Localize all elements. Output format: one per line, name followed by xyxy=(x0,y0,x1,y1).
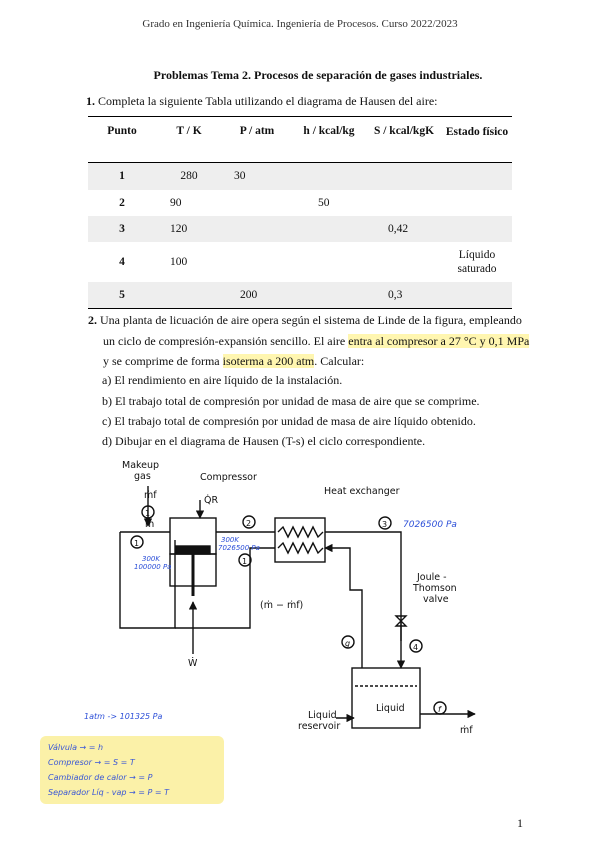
table-cell xyxy=(292,216,366,242)
state-1-label: 1 xyxy=(145,509,151,518)
column-header: h / kcal/kg xyxy=(292,117,366,163)
highlight-isothermal: isoterma a 200 atm xyxy=(222,354,315,368)
table-cell: 4 xyxy=(119,255,125,268)
state-3-label: 3 xyxy=(382,520,388,529)
table-cell xyxy=(222,190,292,216)
state-2-label: 2 xyxy=(246,519,252,528)
problem-2-line-1: Una planta de licuación de aire opera según el sistema de Linde de la figura, empleando xyxy=(97,313,522,327)
compressor-piston xyxy=(176,546,210,554)
question-a: a) El rendimiento en aire líquido de la instalación. xyxy=(102,373,343,387)
table-row xyxy=(88,163,512,190)
problem-1-number: 1. xyxy=(86,94,95,108)
note-separator: Separador Líq - vap → = P = T xyxy=(48,788,169,797)
liquid-label: Liquid xyxy=(376,703,405,714)
heat-exchanger xyxy=(275,518,325,562)
question-d: d) Dibujar en el diagrama de Hausen (T-s) el ciclo correspondiente. xyxy=(102,434,426,448)
table-cell xyxy=(222,242,292,282)
column-header: S / kcal/kgK xyxy=(366,117,442,163)
handwritten-p1: 100000 Pa xyxy=(134,563,172,571)
table-row xyxy=(88,190,512,216)
problem-2-line-2: un ciclo de compresión-expansión sencillo. El aire xyxy=(103,333,349,348)
table-row xyxy=(88,282,512,309)
table-cell: 5 xyxy=(88,282,156,309)
column-header: Punto xyxy=(88,117,156,163)
problem-2-number: 2. xyxy=(88,313,97,327)
table-cell: 30 xyxy=(222,163,292,190)
state-g-label: g xyxy=(345,639,351,648)
problem-1-text: Completa la siguiente Tabla utilizando el diagrama de Hausen del aire: xyxy=(95,94,438,108)
column-header: P / atm xyxy=(222,117,292,163)
highlight-inlet-conditions: entra al compresor a 27 °C y 0,1 MPa xyxy=(348,333,530,348)
makeup-label: Makeup xyxy=(122,460,160,471)
hx-coil-cold xyxy=(278,543,323,553)
note-heat-exchanger: Cambiador de calor → = P xyxy=(48,773,153,782)
problem-1-statement xyxy=(86,94,438,109)
linde-process-diagram xyxy=(100,456,500,756)
problem-2-line-3-end: . Calcular: xyxy=(314,354,365,368)
column-header: T / K xyxy=(156,117,222,163)
table-cell xyxy=(366,242,442,282)
product-flow-label: ṁf xyxy=(460,725,473,736)
question-c: c) El trabajo total de compresión por unidad de masa de aire líquido obtenido. xyxy=(102,414,476,428)
table-cell xyxy=(156,282,222,309)
table-row xyxy=(88,216,512,242)
mf-label: ṁf xyxy=(144,490,157,501)
table-cell: 120 xyxy=(156,216,222,242)
reservoir-label: reservoir xyxy=(298,721,341,732)
handwritten-t1: 300K xyxy=(142,555,160,563)
properties-table xyxy=(88,116,512,309)
state-f-label: f xyxy=(438,705,441,714)
liquid-reservoir xyxy=(352,668,420,728)
table-cell: 1 xyxy=(88,163,156,190)
thomson-label: Thomson xyxy=(413,583,457,594)
table-cell: 100 xyxy=(170,255,188,268)
table-cell xyxy=(442,282,512,309)
page-number: 1 xyxy=(517,816,523,830)
qr-label: Q̇R xyxy=(204,495,219,506)
m-label: ṁ xyxy=(145,519,155,530)
table-cell xyxy=(222,216,292,242)
vapor-return-line xyxy=(325,548,362,668)
table-cell xyxy=(292,163,366,190)
table-cell xyxy=(442,163,512,190)
table-row xyxy=(88,242,512,282)
table-cell: 50 xyxy=(318,196,330,209)
table-cell: 90 xyxy=(170,196,182,209)
problem-2-statement xyxy=(88,310,533,372)
handwritten-p3: 7026500 Pa xyxy=(403,520,457,530)
document-title: Problemas Tema 2. Procesos de separación de gases industriales. xyxy=(153,68,483,82)
table-cell xyxy=(366,163,442,190)
table-cell: 200 xyxy=(222,282,292,309)
table-cell: Líquido saturado xyxy=(457,248,497,275)
gas-label: gas xyxy=(134,471,151,482)
table-cell xyxy=(442,190,512,216)
handwritten-atm-conversion: 1atm -> 101325 Pa xyxy=(84,712,163,721)
liquid-reservoir-label: Liquid xyxy=(308,710,337,721)
table-cell: 0,42 xyxy=(366,216,442,242)
column-header: Estado físico xyxy=(442,117,512,163)
joule-label: Joule - xyxy=(417,572,447,583)
state-4-label: 4 xyxy=(413,643,419,652)
table-cell xyxy=(442,216,512,242)
handwritten-notes xyxy=(40,736,224,804)
table-cell xyxy=(292,242,366,282)
work-label: Ẇ xyxy=(188,658,198,669)
table-cell: 3 xyxy=(88,216,156,242)
note-valve: Válvula → = h xyxy=(48,743,104,752)
state-1-label: 1 xyxy=(134,539,140,548)
table-cell xyxy=(366,190,442,216)
table-cell xyxy=(292,282,366,309)
compressor-inlet-line xyxy=(120,532,175,628)
handwritten-p2: 7026500 Pa xyxy=(218,544,260,552)
table-header-row xyxy=(88,117,512,163)
table-cell: 280 xyxy=(156,163,222,190)
hx-coil-hot xyxy=(278,527,323,537)
note-compressor: Compresor → = S = T xyxy=(48,758,135,767)
valve-label: valve xyxy=(423,594,449,605)
compressor-label: Compressor xyxy=(200,472,257,483)
recycle-line xyxy=(175,548,275,628)
question-b: b) El trabajo total de compresión por unidad de masa de aire que se comprime. xyxy=(102,394,480,408)
state-1-label: 1 xyxy=(242,557,248,566)
course-header: Grado en Ingeniería Química. Ingeniería de Procesos. Curso 2022/2023 xyxy=(142,18,458,30)
table-cell: 2 xyxy=(119,196,125,209)
recycle-flow-label: (ṁ − ṁf) xyxy=(260,600,304,611)
table-cell: 0,3 xyxy=(366,282,442,309)
heat-exchanger-label: Heat exchanger xyxy=(324,486,400,497)
problem-2-line-3: y se comprime de forma xyxy=(103,354,223,368)
handwritten-t2: 300K xyxy=(221,536,239,544)
